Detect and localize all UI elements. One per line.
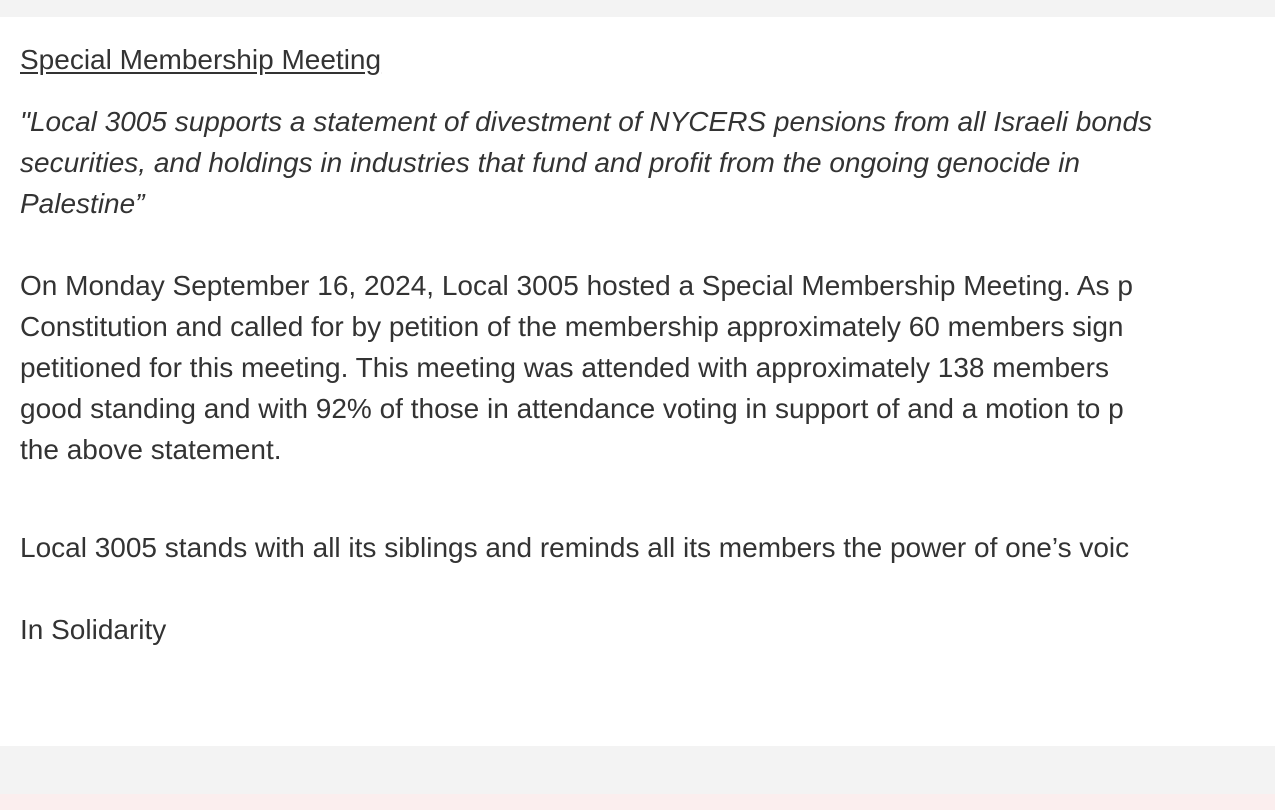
paragraph-line: On Monday September 16, 2024, Local 3005 hosted a Special Membership Meeting. As p	[20, 270, 1133, 301]
content-card	[0, 17, 1275, 746]
bottom-band	[0, 746, 1275, 794]
closing-signoff: In Solidarity	[20, 614, 167, 645]
quote-line: securities, and holdings in industries that fund and profit from the ongoing genocide in	[20, 147, 1081, 178]
article-body	[20, 39, 1275, 650]
top-band	[0, 0, 1275, 17]
paragraph-line: petitioned for this meeting. This meeting was attended with approximately 138 members	[20, 352, 1109, 383]
paragraph-line: good standing and with 92% of those in attendance voting in support of and a motion to p	[20, 393, 1124, 424]
footer-strip	[0, 794, 1275, 810]
paragraph-line: the above statement.	[20, 434, 282, 465]
meeting-paragraph	[20, 265, 1275, 470]
divestment-quote	[20, 101, 1275, 224]
quote-line: "Local 3005 supports a statement of divestment of NYCERS pensions from all Israeli bonds	[20, 106, 1153, 137]
paragraph-line: Constitution and called for by petition of the membership approximately 60 members sign	[20, 311, 1124, 342]
quote-line: Palestine”	[20, 188, 145, 219]
solidarity-statement: Local 3005 stands with all its siblings and reminds all its members the power of one’s voic	[20, 532, 1130, 563]
article-title: Special Membership Meeting	[20, 44, 382, 75]
